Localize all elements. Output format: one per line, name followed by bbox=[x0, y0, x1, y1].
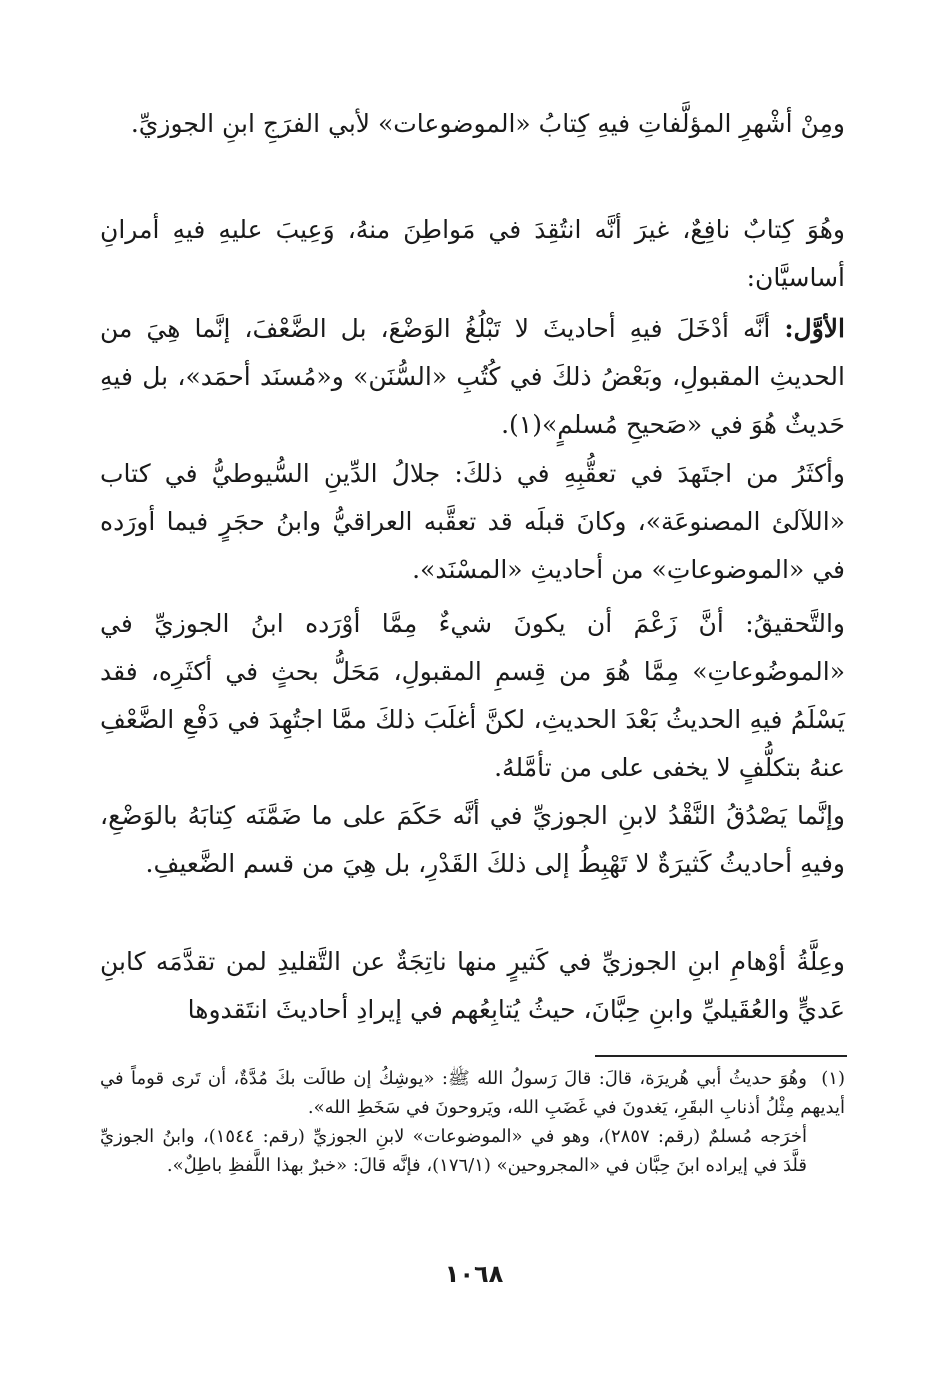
paragraph-6: وإنَّما يَصْدُقُ النَّقْدُ لابنِ الجوزيِّ في أنَّه حَكَمَ على ما ضَمَّنَه كِتابَهُ بالوَضْعِ، وفيهِ أحاديثُ كَثيرَةٌ لا تَهْبِطُ إلى ذلكَ القَدْرِ، بل هِيَ من قسم الضَّعيفِ. bbox=[100, 801, 845, 878]
paragraph-2: وهُوَ كِتابٌ نافِعٌ، غيرَ أنَّه انتُقِدَ في مَواطِنَ منهُ، وَعِيبَ عليهِ فيهِ أمرانِ أساسيَّان: bbox=[100, 215, 845, 292]
paragraph-3 bbox=[100, 305, 845, 449]
footnote-line-2: أخرَجه مُسلمٌ (رقم: ٢٨٥٧)، وهو في «الموضوعات» لابنِ الجوزيِّ (رقم: ١٥٤٤)، وابنُ الجوزيِّ قلَّدَ في إيراده ابنَ حِبَّان في «المجروحين» (١٧٦/١)، فإنَّه قالَ: «خبرٌ بهذا اللَّفظِ باطِلٌ». bbox=[100, 1126, 807, 1176]
footnote-number: (١) bbox=[821, 1068, 845, 1089]
footnote-text: وهُوَ حديثُ أبي هُريرَة، قالَ: قالَ رَسولُ الله ﷺ: «يوشِكُ إن طالَت بكَ مُدَّةٌ، أن تَرى قوماً في أيديهم مِثْلُ أذنابِ البقَرِ، يَغدونَ في غَضَبِ الله، ويَروحونَ في سَخَطِ الله». bbox=[100, 1068, 845, 1118]
first-point-label: الأوَّل: bbox=[784, 314, 845, 343]
paragraph-7: وعِلَّةُ أوْهامِ ابنِ الجوزيِّ في كَثيرٍ منها ناتِجَةٌ عن التَّقليدِ لمن تقدَّمَه كابنِ عَديٍّ والعُقَيليِّ وابنِ حِبَّانَ، حيثُ يُتابِعُهم في إيرادِ أحاديثَ انتَقدوها bbox=[100, 947, 845, 1024]
page-number: ١٠٦٨ bbox=[444, 1260, 504, 1288]
main-text bbox=[100, 100, 845, 1050]
footnote bbox=[100, 1064, 845, 1180]
paragraph-4: وأكثَرُ من اجتَهدَ في تعقُّبِهِ في ذلكَ: جلالُ الدِّينِ السُّيوطيُّ في كتاب «اللآلئ المصنوعَة»، وكانَ قبلَه قد تعقَّبه العراقيُّ وابنُ حجَرٍ فيما أورَده في «الموضوعاتِ» من أحاديثِ «المسْنَد». bbox=[100, 459, 845, 584]
footnote-line-1 bbox=[100, 1064, 845, 1122]
paragraph-3-text: أنَّه أدْخَلَ فيهِ أحاديثَ لا تَبْلُغُ الوَضْعَ، بل الضَّعْفَ، إنَّما هِيَ من الحديثِ المقبولِ، وبَعْضُ ذلكَ في كُتُبِ «السُّنَن» و«مُسنَد أحمَد»، بل فيهِ حَديثٌ هُوَ في «صَحيحِ مُسلمٍ»(١). bbox=[100, 314, 845, 439]
paragraph-5: والتَّحقيقُ: أنَّ زَعْمَ أن يكونَ شيءٌ مِمَّا أوْرَده ابنُ الجوزيِّ في «الموضُوعاتِ» مِمَّا هُوَ من قِسمِ المقبولِ، مَحَلُّ بحثٍ في أكثَرِه، فقد يَسْلَمُ فيهِ الحديثُ بَعْدَ الحديثِ، لكنَّ أغلَبَ ذلكَ ممَّا اجتُهِدَ في دَفْعِ الضَّعْفِ عنهُ بتكلُّفٍ لا يخفى على من تأمَّلهُ. bbox=[100, 609, 845, 782]
paragraph-1: ومِنْ أشْهرِ المؤلَّفاتِ فيهِ كِتابُ «الموضوعات» لأبي الفرَجِ ابنِ الجوزيِّ. bbox=[130, 109, 845, 138]
footnote-divider bbox=[595, 1055, 847, 1057]
